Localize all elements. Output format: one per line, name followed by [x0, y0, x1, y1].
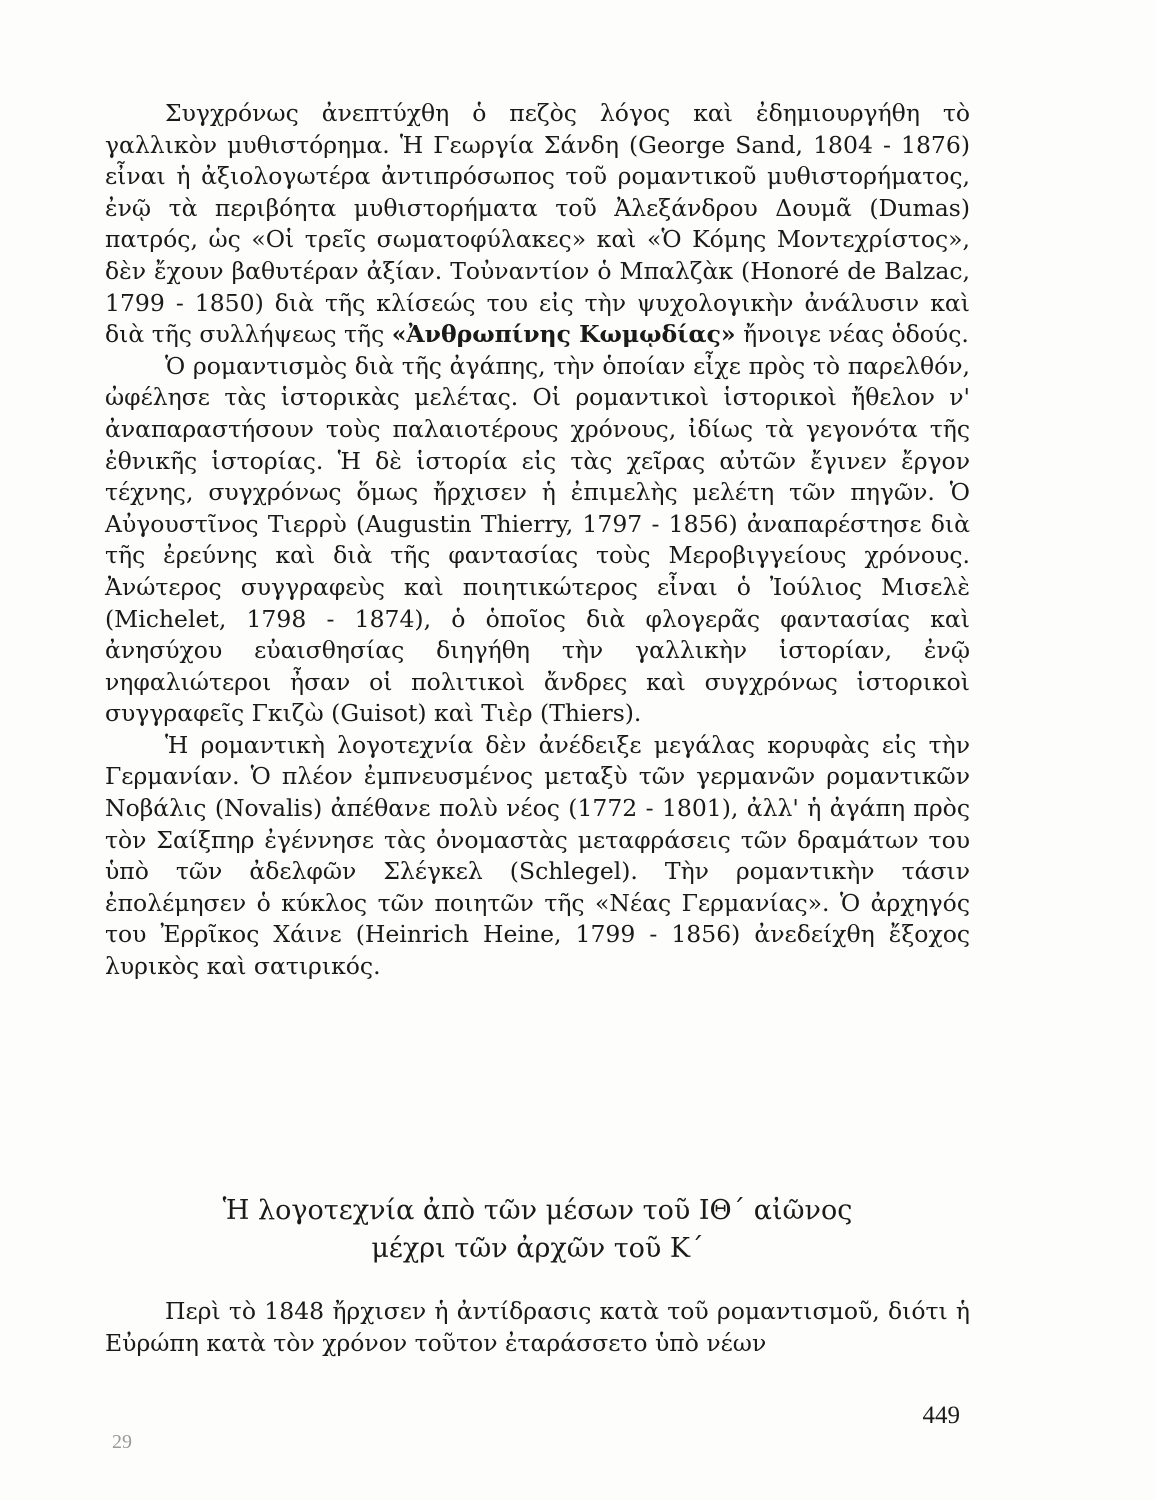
paragraph-history: Ὁ ρομαντισμὸς διὰ τῆς ἀγάπης, τὴν ὁποίαν εἶχε πρὸς τὸ παρελθόν, ὠφέλησε τὰς ἱστορικὰς μελέτας. Οἱ ρομαντικοὶ ἱστορικοὶ ἤθελον ν' ἀναπαραστήσουν τοὺς παλαιοτέρους χρόνους, ἰδίως τὰ γεγονότα τῆς ἐθνικῆς ἱστορίας. Ἡ δὲ ἱστορία εἰς τὰς χεῖρας αὐτῶν ἔγινεν ἔργον τέχνης, συγχρόνως ὅμως ἤρχισεν ἡ ἐπιμελὴς μελέτη τῶν πηγῶν. Ὁ Αὐγουστῖνος Τιερρὺ (Augustin Thierry, 1797 - 1856) ἀναπαρέστησε διὰ τῆς ἐρεύνης καὶ διὰ τῆς φαντασίας τοὺς Μεροβιγγείους χρόνους. Ἀνώτερος συγγραφεὺς καὶ ποιητικώτερος εἶναι ὁ Ἰούλιος Μισελὲ (Michelet, 1798 - 1874), ὁ ὁποῖος διὰ φλογερᾶς φαντασίας καὶ ἀνησύχου εὐαισθησίας διηγήθη τὴν γαλλικὴν ἱστορίαν, ἐνῷ νηφαλιώτεροι ἦσαν οἱ πολιτικοὶ ἄνδρες καὶ συγχρόνως ἱστορικοὶ συγγραφεῖς Γκιζὼ (Guisot) καὶ Τιὲρ (Thiers).	[105, 351, 970, 728]
paragraph-reaction: Περὶ τὸ 1848 ἤρχισεν ἡ ἀντίδρασις κατὰ τοῦ ρομαντισμοῦ, διότι ἡ Εὐρώπη κατὰ τὸν χρόνον τοῦτον ἐταράσσετο ὑπὸ νέων	[105, 1297, 970, 1357]
corner-mark: 29	[112, 1431, 132, 1453]
bold-title-human-comedy: «Ἀνθρωπίνης Κωμῳδίας»	[391, 320, 736, 349]
section-heading	[105, 1192, 970, 1268]
page-number: 449	[922, 1402, 960, 1429]
section-heading-line-2: μέχρι τῶν ἀρχῶν τοῦ Κ΄	[371, 1233, 704, 1264]
body-text-top	[105, 98, 970, 983]
paragraph-novel-end: ἤνοιγε νέας ὁδούς.	[735, 320, 969, 349]
section-heading-line-1: Ἡ λογοτεχνία ἀπὸ τῶν μέσων τοῦ ΙΘ΄ αἰῶνος	[222, 1195, 853, 1226]
paragraph-germany: Ἡ ρομαντικὴ λογοτεχνία δὲν ἀνέδειξε μεγάλας κορυφὰς εἰς τὴν Γερμανίαν. Ὁ πλέον ἐμπνευσμένος μεταξὺ τῶν γερμανῶν ρομαντικῶν Νοβάλις (Novalis) ἀπέθανε πολὺ νέος (1772 - 1801), ἀλλ' ἡ ἀγάπη πρὸς τὸν Σαίξπηρ ἐγέννησε τὰς ὀνομαστὰς μεταφράσεις τῶν δραμάτων του ὑπὸ τῶν ἀδελφῶν Σλέγκελ (Schlegel). Τὴν ρομαντικὴν τάσιν ἐπολέμησεν ὁ κύκλος τῶν ποιητῶν τῆς «Νέας Γερμανίας». Ὁ ἀρχηγός του Ἐρρῖκος Χάινε (Heinrich Heine, 1799 - 1856) ἀνεδείχθη ἔξοχος λυρικὸς καὶ σατιρικός.	[105, 730, 970, 981]
paragraph-novel	[105, 98, 970, 351]
paragraph-novel-text: Συγχρόνως ἀνεπτύχθη ὁ πεζὸς λόγος καὶ ἐδημιουργήθη τὸ γαλλικὸν μυθιστόρημα. Ἡ Γεωργία Σάνδη (George Sand, 1804 - 1876) εἶναι ἡ ἀξιολογωτέρα ἀντιπρόσωπος τοῦ ρομαντικοῦ μυθιστορήματος, ἐνῷ τὰ περιβόητα μυθιστορήματα τοῦ Ἀλεξάνδρου Δουμᾶ (Dumas) πατρός, ὡς «Οἱ τρεῖς σωματοφύλακες» καὶ «Ὁ Κόμης Μοντεχρίστος», δὲν ἔχουν βαθυτέραν ἀξίαν. Τοὐναντίον ὁ Μπαλζὰκ (Honoré de Balzac, 1799 - 1850) διὰ τῆς κλίσεώς του εἰς τὴν ψυχολογικὴν ἀνάλυσιν καὶ διὰ τῆς συλλήψεως τῆς	[105, 99, 970, 349]
body-text-bottom	[105, 1296, 970, 1359]
